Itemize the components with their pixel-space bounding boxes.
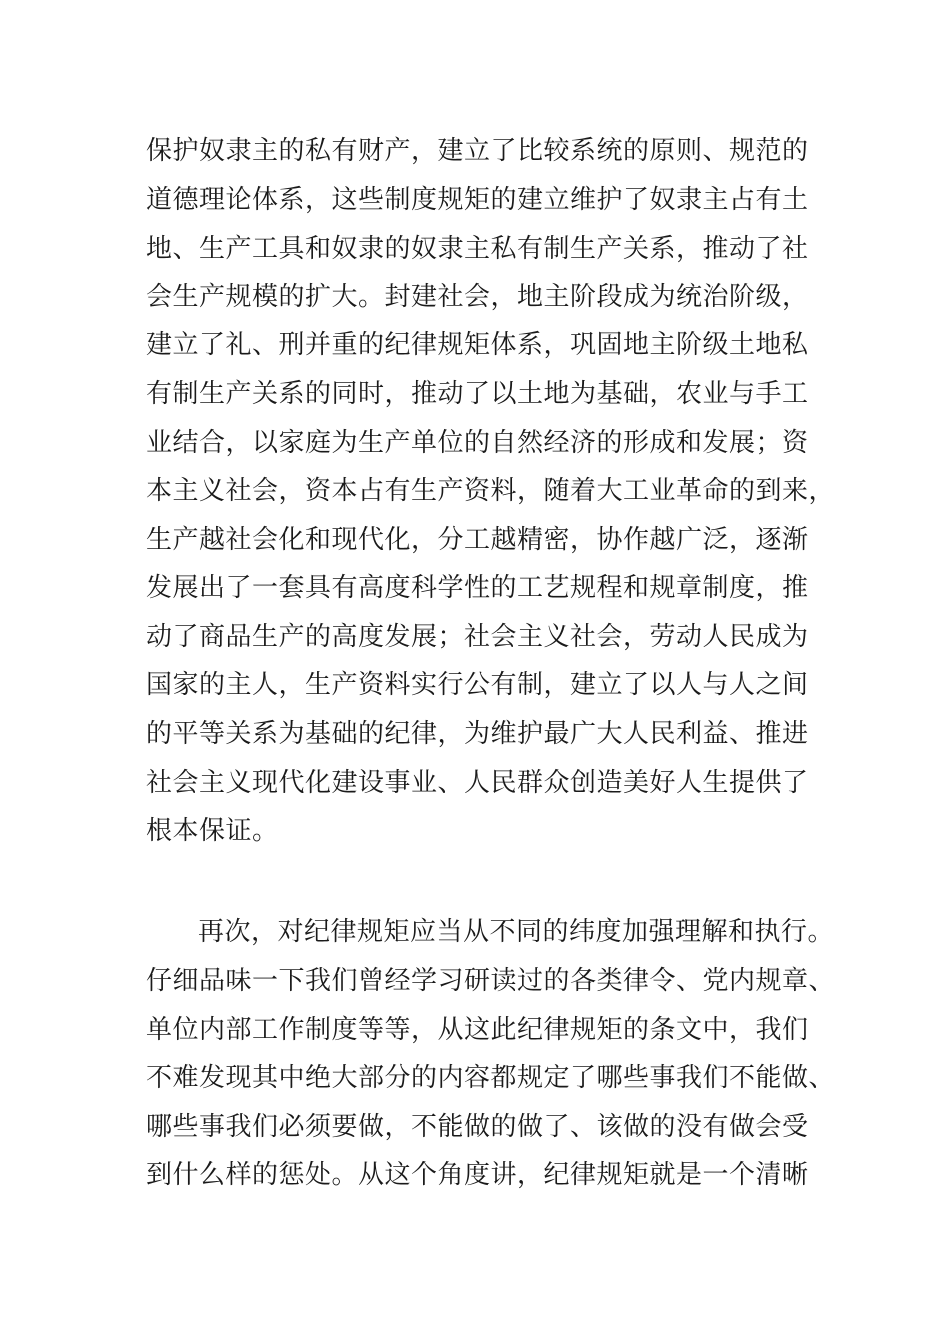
paragraph-1-line: 国家的主人，生产资料实行公有制，建立了以人与人之间 — [146, 670, 809, 700]
paragraph-2-line: 不难发现其中绝大部分的内容都规定了哪些事我们不能做、 — [146, 1063, 836, 1093]
paragraph-1-line: 建立了礼、刑并重的纪律规矩体系，巩固地主阶级土地私 — [146, 330, 809, 360]
paragraph-1-line: 社会主义现代化建设事业、人民群众创造美好人生提供了 — [146, 768, 809, 798]
paragraph-1-line: 业结合，以家庭为生产单位的自然经济的形成和发展；资 — [146, 428, 809, 458]
paragraph-2-first-line: 再次，对纪律规矩应当从不同的纬度加强理解和执行。 — [198, 917, 835, 947]
paragraph-1-line: 保护奴隶主的私有财产，建立了比较系统的原则、规范的 — [146, 136, 809, 166]
paragraph-2-line: 到什么样的惩处。从这个角度讲，纪律规矩就是一个清晰 — [146, 1160, 809, 1190]
paragraph-1-line: 地、生产工具和奴隶的奴隶主私有制生产关系，推动了社 — [146, 234, 809, 264]
paragraph-1-line: 动了商品生产的高度发展；社会主义社会，劳动人民成为 — [146, 622, 809, 652]
paragraph-2-line: 哪些事我们必须要做，不能做的做了、该做的没有做会受 — [146, 1112, 809, 1142]
paragraph-1-line: 会生产规模的扩大。封建社会，地主阶段成为统治阶级， — [146, 282, 809, 312]
paragraph-1-line: 生产越社会化和现代化，分工越精密，协作越广泛，逐渐 — [146, 525, 809, 555]
paragraph-1-line: 本主义社会，资本占有生产资料，随着大工业革命的到来， — [146, 476, 836, 506]
paragraph-1-line: 的平等关系为基础的纪律，为维护最广大人民利益、推进 — [146, 719, 809, 749]
paragraph-1-line: 发展出了一套具有高度科学性的工艺规程和规章制度，推 — [146, 573, 809, 603]
paragraph-2-line: 仔细品味一下我们曾经学习研读过的各类律令、党内规章、 — [146, 966, 836, 996]
paragraph-1-line: 根本保证。 — [146, 816, 279, 846]
paragraph-2-line: 单位内部工作制度等等，从这此纪律规矩的条文中，我们 — [146, 1015, 809, 1045]
paragraph-1-line: 有制生产关系的同时，推动了以土地为基础，农业与手工 — [146, 379, 809, 409]
paragraph-1-line: 道德理论体系，这些制度规矩的建立维护了奴隶主占有土 — [146, 185, 809, 215]
